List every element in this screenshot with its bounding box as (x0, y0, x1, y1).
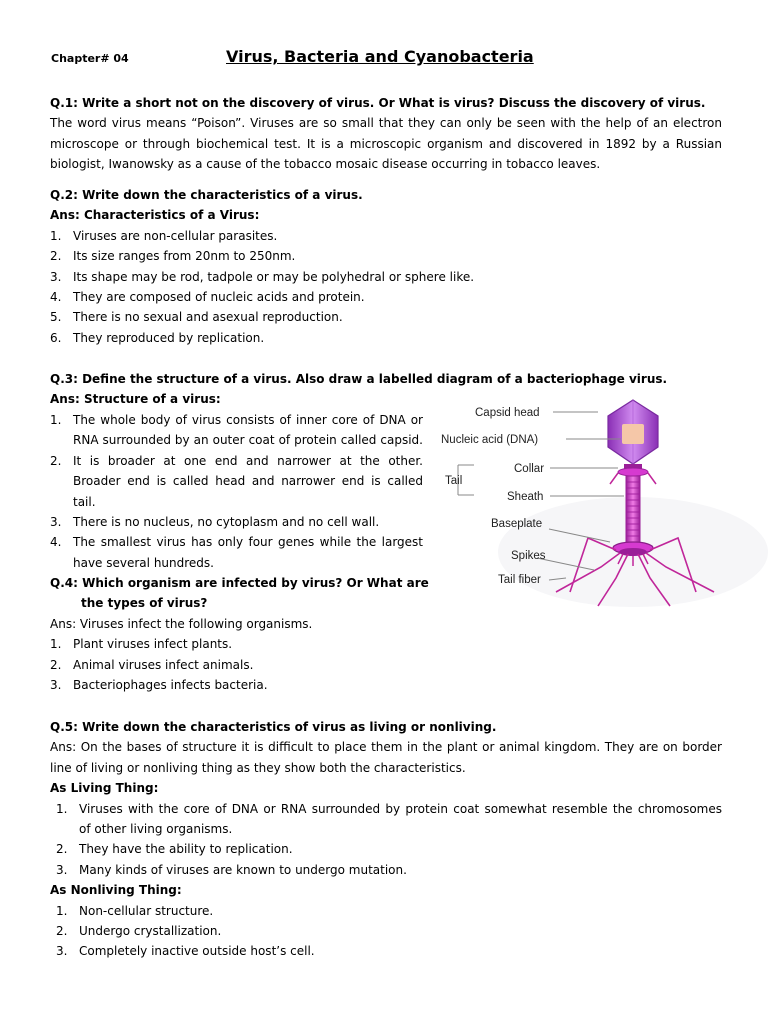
collar-disc (618, 468, 648, 476)
list-item (50, 226, 722, 246)
list-number: 2. (50, 453, 62, 468)
list-text: There is no sexual and asexual reproduction. (73, 310, 343, 325)
list-number: 3. (56, 862, 68, 877)
list-number: 3. (56, 944, 68, 959)
list-item (50, 655, 440, 675)
label-capsid-head: Capsid head (475, 407, 540, 419)
label-tail-fiber: Tail fiber (498, 574, 541, 586)
q4-question-line-1: Q.4: Which organism are infected by virus? Or What are (50, 576, 429, 590)
q1-question: Q.1: Write a short not on the discovery of virus. Or What is virus? Discuss the discovery of virus. (50, 96, 706, 110)
list-text-line-1: Many kinds of viruses are known to undergo mutation. (79, 862, 407, 877)
list-item (50, 246, 722, 266)
list-number: 2. (56, 842, 68, 857)
list-text-line-2: of other living organisms. (79, 822, 233, 837)
list-number: 2. (50, 249, 62, 264)
list-text: Non-cellular structure. (79, 903, 214, 918)
list-text-line-2: have several hundreds. (73, 555, 214, 570)
q1-text-line-3: biologist, Iwanowsky as a cause of the tobacco mosaic disease occurring in tobacco leaves. (50, 157, 601, 172)
list-text-line-1: It is broader at one end and narrower at the other. (73, 453, 423, 468)
list-item (50, 410, 423, 451)
list-text: Its size ranges from 20nm to 250nm. (73, 249, 296, 264)
list-text: Viruses are non-cellular parasites. (73, 228, 278, 243)
list-item (50, 799, 722, 840)
list-number: 1. (50, 637, 62, 652)
list-number: 1. (56, 903, 68, 918)
list-item (50, 307, 722, 327)
list-text-line-2: Broader end is called head and narrower end is called tail. (73, 474, 423, 509)
nonliving-heading: As Nonliving Thing: (50, 883, 182, 898)
list-text-line-1: They have the ability to replication. (79, 842, 293, 857)
list-number: 3. (50, 515, 62, 530)
list-item (50, 532, 423, 573)
label-nucleic-acid: Nucleic acid (DNA) (441, 434, 539, 446)
list-text: Plant viruses infect plants. (73, 637, 233, 652)
q5-question: Q.5: Write down the characteristics of virus as living or nonliving. (50, 720, 497, 734)
list-number: 4. (50, 290, 62, 305)
q3-question: Q.3: Define the structure of a virus. Also draw a labelled diagram of a bacteriophage virus. (50, 372, 668, 386)
list-number: 1. (50, 413, 62, 427)
list-text: Bacteriophages infects bacteria. (73, 678, 268, 693)
list-text-line-2: RNA surrounded by an outer coat of protein called capsid. (73, 433, 423, 448)
list-text: Its shape may be rod, tadpole or may be polyhedral or sphere like. (73, 269, 475, 284)
list-number: 1. (50, 228, 62, 243)
label-baseplate: Baseplate (491, 518, 543, 530)
q4-question-line-2: the types of virus? (81, 596, 208, 611)
list-item (50, 860, 722, 880)
label-tail: Tail (445, 475, 463, 487)
q4-section (50, 573, 440, 695)
q1-section (50, 93, 722, 175)
list-number: 3. (50, 678, 62, 693)
label-spikes: Spikes (511, 550, 546, 562)
list-number: 4. (50, 535, 62, 550)
list-item (50, 451, 423, 512)
q4-answer: Ans: Viruses infect the following organisms. (50, 616, 313, 631)
dna-core-shape (622, 424, 644, 444)
list-item (50, 634, 440, 654)
list-text-line-1: The smallest virus has only four genes while the largest (73, 535, 423, 550)
list-text-line-1: The whole body of virus consists of inner core of DNA or (73, 413, 423, 427)
q5-answer-line-1: Ans: On the bases of structure it is difficult to place them in the plant or animal kingdom. They are on border (50, 740, 722, 755)
list-number: 5. (50, 310, 62, 325)
q1-text-line-1: The word virus means “Poison”. Viruses are so small that they can only be seen with the help of an electron (50, 116, 722, 131)
chapter-number: Chapter# 04 (51, 52, 129, 65)
list-item (50, 675, 440, 695)
tail-sheath-shape (626, 476, 640, 544)
list-item (50, 941, 722, 961)
list-number: 2. (56, 924, 68, 939)
q2-question: Q.2: Write down the characteristics of a virus. (50, 188, 363, 202)
q1-text-line-2: microscope or through biochemical test. It is a microscopic organism and discovered in 1892 by a Russian (50, 136, 722, 151)
list-number: 1. (56, 801, 68, 816)
bacteriophage-diagram (438, 392, 768, 614)
q5-section (50, 717, 722, 962)
list-number: 2. (50, 657, 62, 672)
label-collar: Collar (514, 463, 545, 475)
list-text: Completely inactive outside host’s cell. (79, 944, 315, 959)
list-item (50, 839, 722, 859)
list-text-line-1: Viruses with the core of DNA or RNA surrounded by protein coat somewhat resemble the chromosomes (79, 801, 722, 816)
q2-section (50, 185, 722, 348)
list-number: 3. (50, 269, 62, 284)
list-item (50, 901, 722, 921)
list-number: 6. (50, 330, 62, 345)
q3-answer-heading: Ans: Structure of a virus: (50, 392, 221, 407)
q3-list (50, 410, 423, 573)
list-text: They are composed of nucleic acids and protein. (73, 290, 365, 305)
living-heading: As Living Thing: (50, 781, 159, 796)
list-item (50, 267, 722, 287)
list-item (50, 287, 722, 307)
list-text: They reproduced by replication. (73, 330, 265, 345)
q5-answer-line-2: line of living or nonliving thing as they show both the characteristics. (50, 760, 466, 775)
page-title: Virus, Bacteria and Cyanobacteria (226, 47, 534, 66)
list-text: Animal viruses infect animals. (73, 657, 254, 672)
list-item (50, 921, 722, 941)
list-item (50, 328, 722, 348)
list-text-line-1: There is no nucleus, no cytoplasm and no cell wall. (73, 515, 380, 530)
list-text: Undergo crystallization. (79, 924, 222, 939)
list-item (50, 512, 423, 532)
label-sheath: Sheath (507, 491, 544, 503)
q2-answer-heading: Ans: Characteristics of a Virus: (50, 208, 260, 223)
